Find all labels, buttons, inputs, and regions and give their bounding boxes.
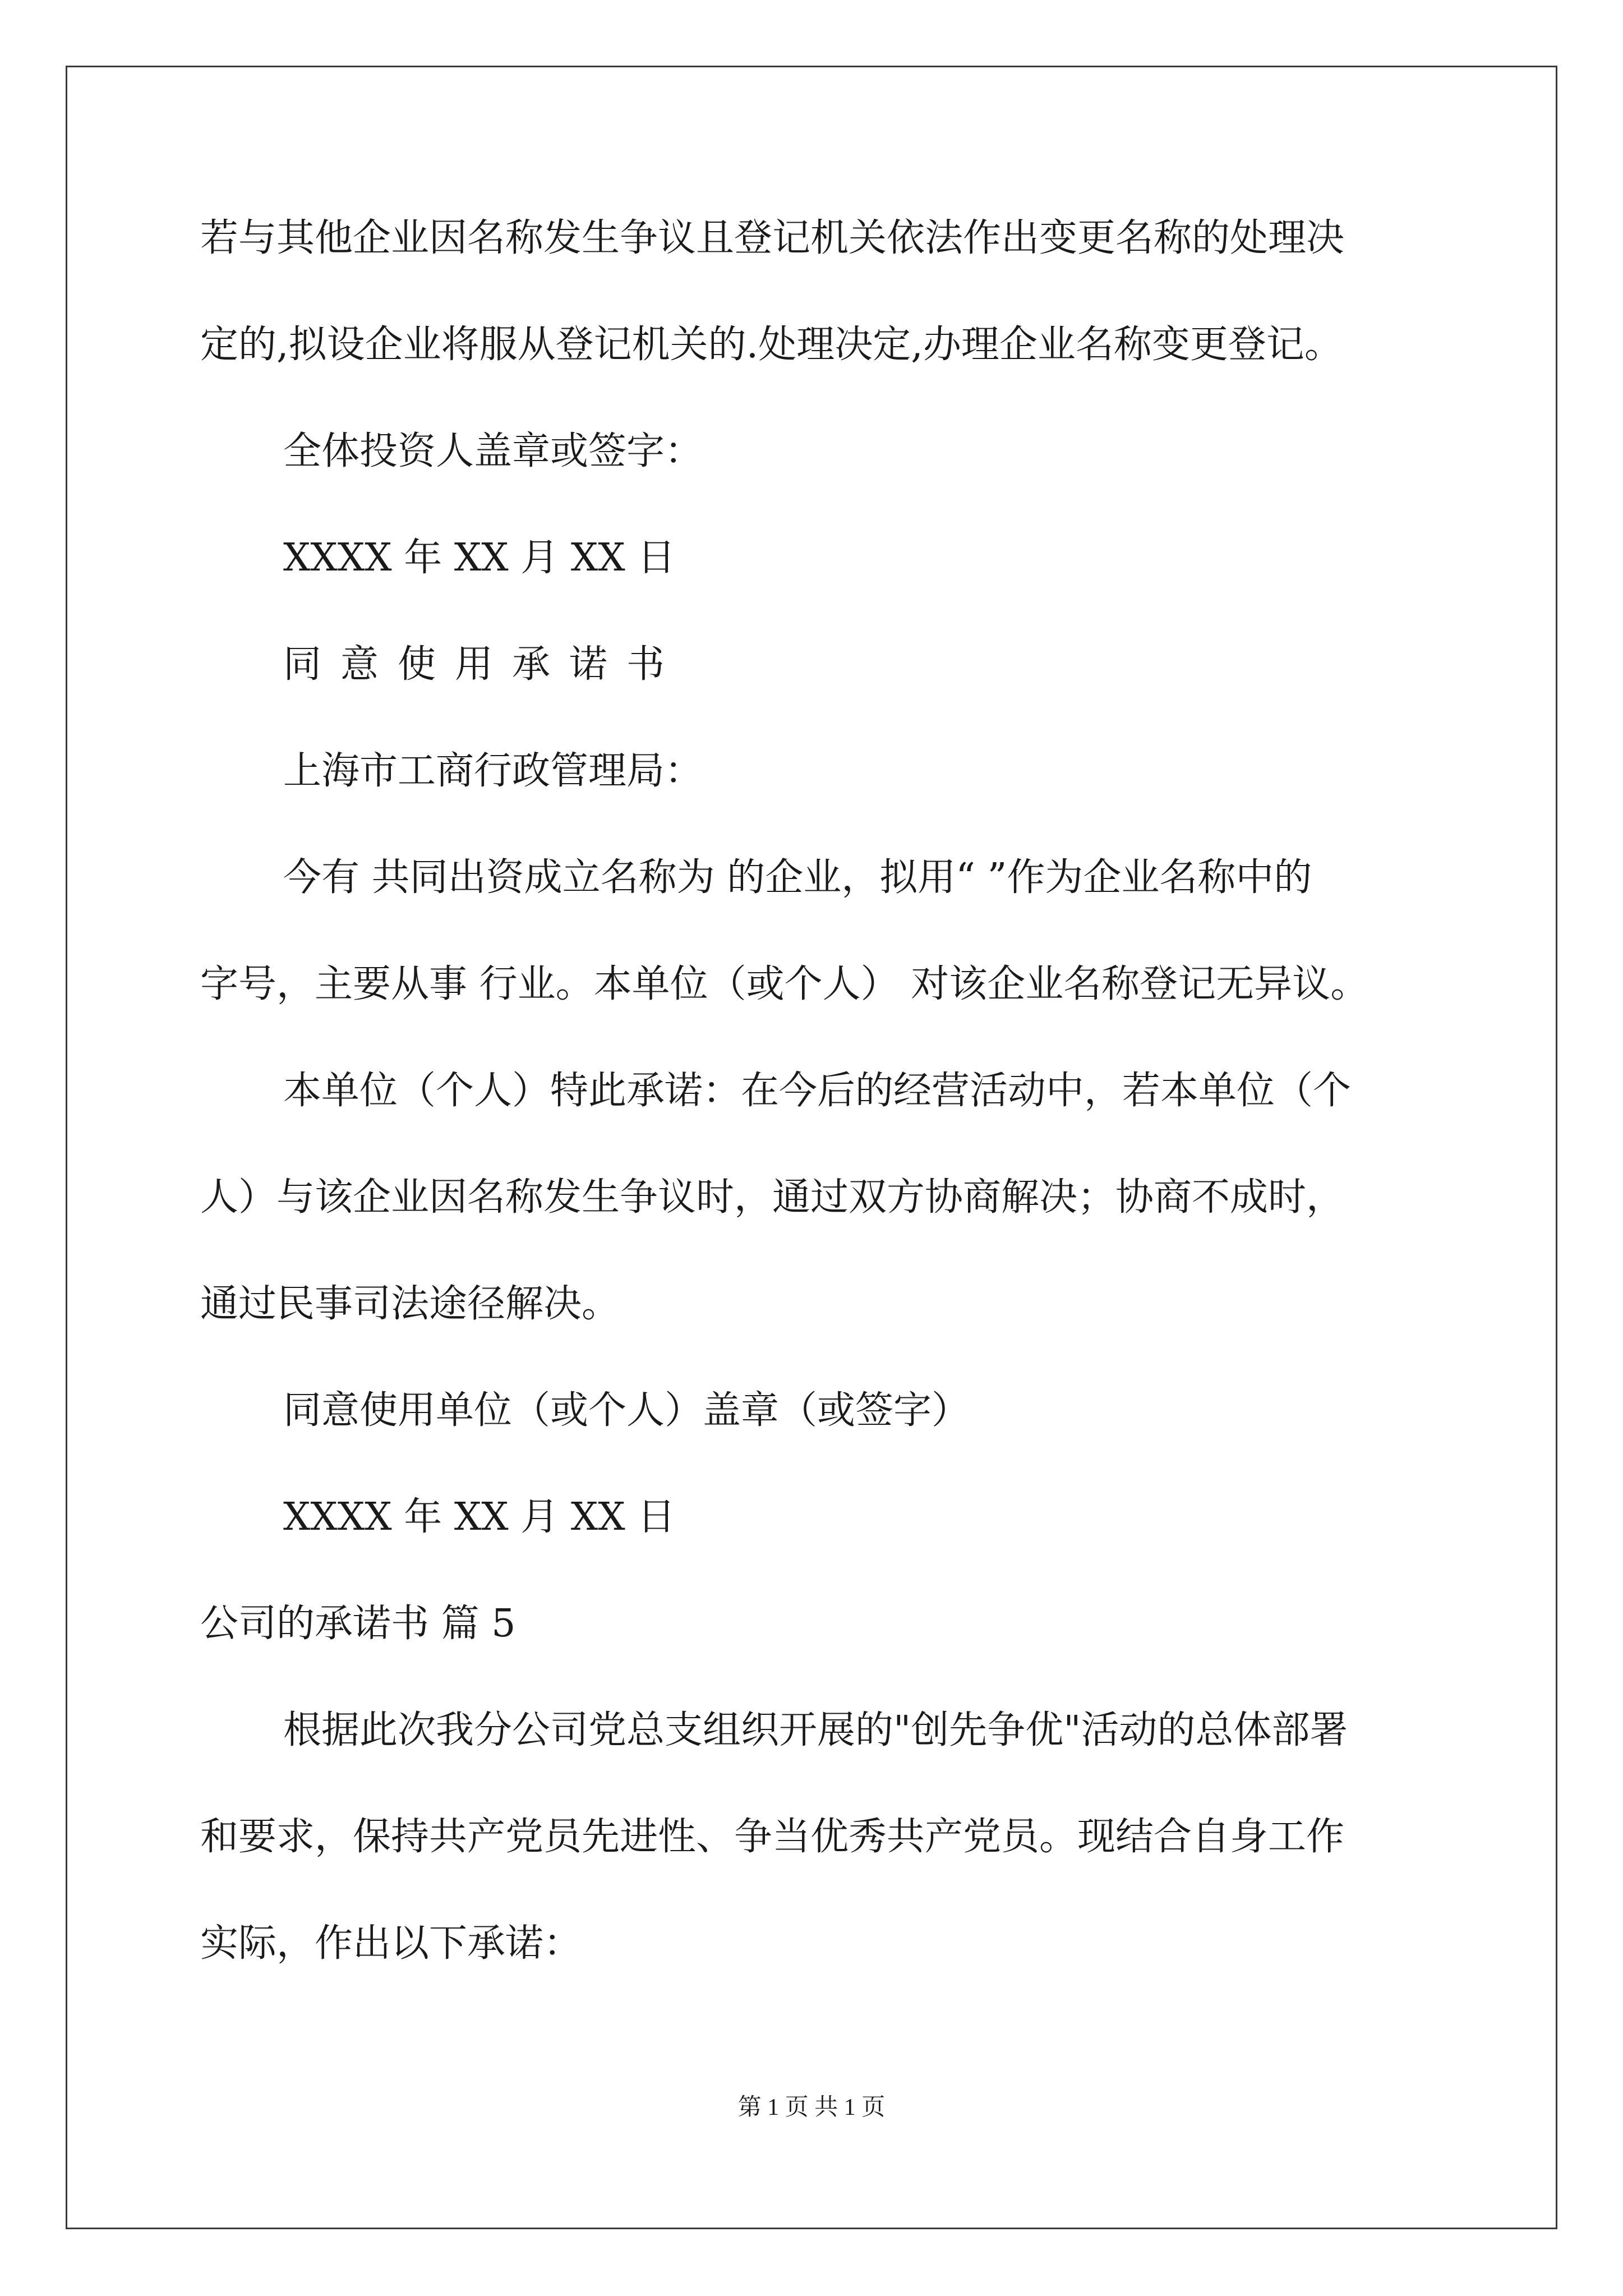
signature-label: 全体投资人盖章或签字： (283, 429, 703, 473)
date-line: XXXX 年 XX 月 XX 日 (283, 1495, 676, 1539)
paragraph-line: 若与其他企业因名称发生争议且登记机关依法作出变更名称的处理决 (200, 216, 1345, 260)
paragraph-line: 实际，作出以下承诺： (200, 1921, 582, 1966)
signature-label: 同意使用单位（或个人）盖章（或签字） (283, 1388, 970, 1433)
paragraph-line: 本单位（个人）特此承诺：在今后的经营活动中，若本单位（个 (283, 1069, 1352, 1113)
date-line: XXXX 年 XX 月 XX 日 (283, 536, 676, 580)
addressee: 上海市工商行政管理局： (283, 749, 703, 793)
paragraph-line: 今有 共同出资成立名称为 的企业，拟用“ ”作为企业名称中的 (283, 855, 1312, 900)
paragraph-line: 根据此次我分公司党总支组织开展的"创先争优"活动的总体部署 (283, 1708, 1348, 1752)
section-heading: 公司的承诺书 篇 5 (200, 1602, 516, 1646)
paragraph-line: 人）与该企业因名称发生争议时，通过双方协商解决；协商不成时， (200, 1175, 1345, 1220)
paragraph-line: 和要求，保持共产党员先进性、争当优秀共产党员。现结合自身工作 (200, 1815, 1345, 1859)
page-footer: 第 1 页 共 1 页 (737, 2095, 886, 2120)
paragraph-line: 定的,拟设企业将服从登记机关的.处理决定,办理企业名称变更登记。 (200, 323, 1343, 367)
paragraph-line: 字号，主要从事 行业。本单位（或个人） 对该企业名称登记无异议。 (200, 962, 1369, 1006)
section-title: 同意使用承诺书 (283, 642, 684, 687)
page-border (66, 66, 1557, 2229)
paragraph-line: 通过民事司法途径解决。 (200, 1282, 620, 1326)
